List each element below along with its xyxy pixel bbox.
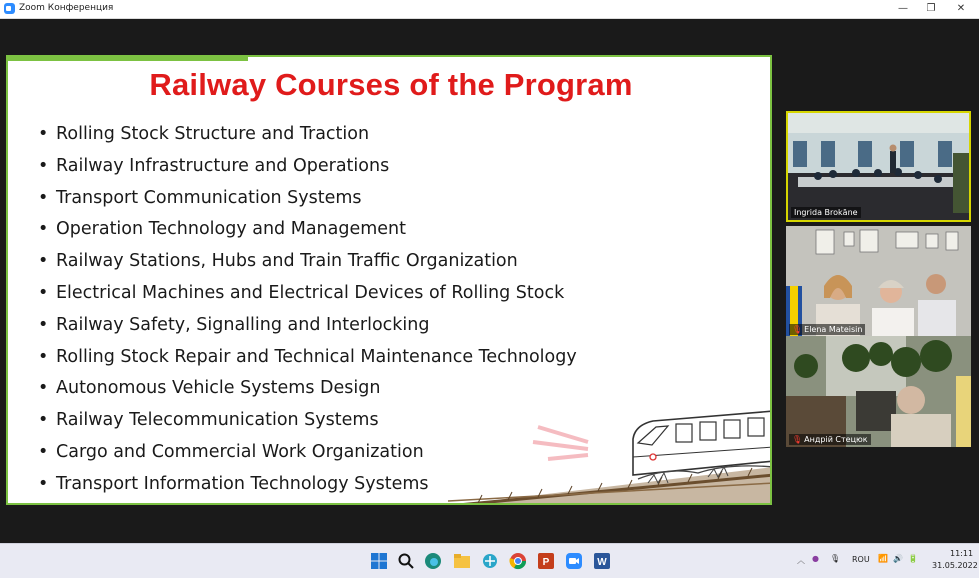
input-language[interactable]: ROU [852, 555, 870, 564]
bullet: • [38, 314, 49, 335]
participant-name-text: Elena Mateisin [804, 325, 863, 334]
close-button[interactable]: ✕ [956, 3, 966, 14]
bullet: • [38, 219, 49, 240]
course-label: Transport Communication Systems [56, 187, 362, 208]
file-explorer-icon[interactable] [453, 552, 471, 570]
course-label: Railway Infrastructure and Operations [56, 155, 390, 176]
course-item [38, 183, 577, 215]
bullet: • [38, 187, 49, 208]
course-label: Railway Safety, Signalling and Interlocking [56, 314, 430, 335]
window-title: Zoom Конференция [19, 3, 114, 13]
bullet: • [38, 410, 49, 431]
bullet: • [38, 282, 49, 303]
train-illustration [438, 397, 772, 505]
course-item [38, 119, 577, 151]
bullet: • [38, 441, 49, 462]
word-icon[interactable] [593, 552, 611, 570]
video-feed-office-trio [786, 226, 971, 337]
clock-date[interactable]: 31.05.2022 [932, 561, 978, 570]
edge-browser-icon[interactable] [424, 552, 442, 570]
powerpoint-icon[interactable] [537, 552, 555, 570]
volume-icon[interactable]: 🔊 [893, 554, 903, 563]
course-label: Electrical Machines and Electrical Devices of Rolling Stock [56, 282, 565, 303]
bullet: • [38, 346, 49, 367]
course-item [38, 246, 577, 278]
course-label: Railway Telecommunication Systems [56, 410, 379, 431]
video-tile-participant-3[interactable] [786, 336, 971, 447]
course-label: Rolling Stock Repair and Technical Maintenance Technology [56, 346, 577, 367]
microphone-tray-icon[interactable]: 🎙 [830, 554, 841, 563]
search-icon[interactable] [397, 552, 415, 570]
clock-time[interactable]: 11:11 [950, 549, 974, 558]
windows-start-icon[interactable] [370, 552, 388, 570]
muted-mic-icon: 🎙 [792, 325, 803, 334]
slide-title: Railway Courses of the Program [149, 67, 633, 102]
muted-mic-icon: 🎙 [792, 435, 803, 444]
svg-text:W: W [597, 557, 607, 568]
bullet: • [38, 155, 49, 176]
bullet: • [38, 251, 49, 272]
network-app-icon[interactable] [481, 552, 499, 570]
chrome-browser-icon[interactable] [509, 552, 527, 570]
minimize-button[interactable]: — [898, 3, 908, 14]
show-hidden-icons[interactable]: ︿ [797, 556, 805, 565]
video-tile-participant-2[interactable] [786, 226, 971, 337]
participant-name [789, 434, 871, 445]
course-label: Railway Stations, Hubs and Train Traffic Organization [56, 251, 518, 272]
slide-accent-bar [8, 57, 248, 61]
window-titlebar [0, 0, 979, 19]
meeting-view [0, 19, 979, 543]
svg-text:P: P [542, 557, 550, 568]
course-item [38, 342, 577, 374]
course-item [38, 278, 577, 310]
participant-name [789, 324, 865, 335]
course-item [38, 214, 577, 246]
video-feed-home-office [786, 336, 971, 447]
video-feed-conference-room [788, 113, 969, 220]
battery-icon[interactable]: 🔋 [908, 554, 918, 563]
messenger-tray-icon[interactable]: ● [812, 554, 819, 563]
participant-name: Ingrida Brokāne [791, 207, 861, 218]
course-item [38, 151, 577, 183]
windows-taskbar [0, 543, 979, 578]
zoom-taskbar-icon[interactable] [565, 552, 583, 570]
participant-name-text: Андрій Стецюк [804, 435, 868, 444]
maximize-button[interactable]: ❐ [926, 3, 936, 14]
course-label: Transport Information Technology Systems [56, 473, 429, 494]
bullet: • [38, 124, 49, 144]
bullet: • [38, 473, 49, 494]
zoom-app-icon [4, 3, 15, 14]
shared-screen-slide [6, 55, 772, 505]
video-tile-participant-1[interactable] [786, 111, 971, 222]
wifi-icon[interactable]: 📶 [878, 554, 888, 563]
course-item [38, 310, 577, 342]
course-label: Autonomous Vehicle Systems Design [56, 378, 381, 399]
course-label: Operation Technology and Management [56, 219, 407, 240]
course-label: Rolling Stock Structure and Traction [56, 124, 370, 144]
course-label: Cargo and Commercial Work Organization [56, 441, 424, 462]
bullet: • [38, 378, 49, 399]
